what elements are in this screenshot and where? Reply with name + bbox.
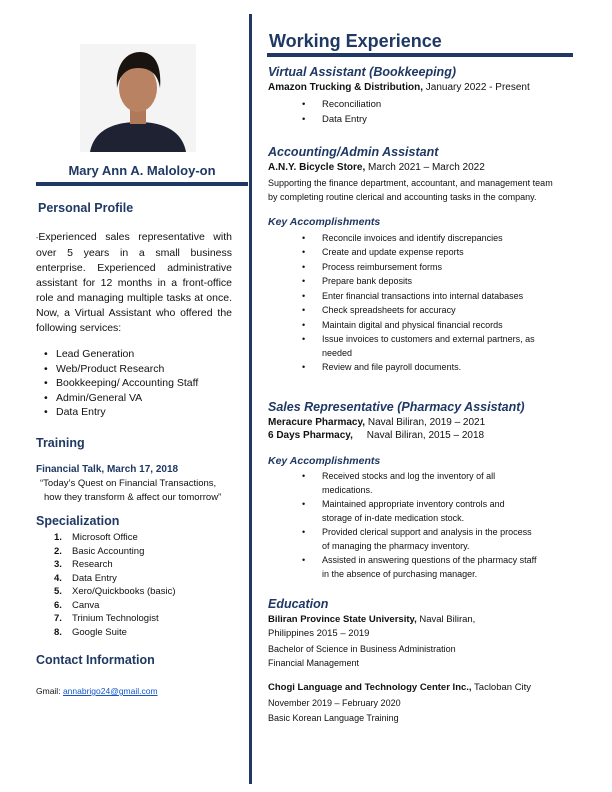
list-item: 3. Research bbox=[54, 559, 113, 570]
list-item: 8. Google Suite bbox=[54, 626, 127, 638]
list-item: • Reconciliation bbox=[302, 98, 573, 112]
list-item: 4. Data Entry bbox=[54, 572, 117, 584]
school-name: Biliran Province State University, bbox=[268, 613, 417, 625]
company: 6 Days Pharmacy, bbox=[268, 430, 353, 441]
company: Meracure Pharmacy, bbox=[268, 416, 366, 428]
major: Financial Management bbox=[268, 658, 360, 668]
list-item: • Lead Generation bbox=[44, 347, 198, 362]
job-accounting-assistant bbox=[268, 146, 573, 376]
school-name: Chogi Language and Technology Center Inc., bbox=[268, 681, 472, 693]
school-location: Philippines 2015 – 2019 bbox=[268, 628, 370, 639]
experience-heading: Working Experience bbox=[269, 31, 442, 51]
list-item: • Data Entry bbox=[302, 113, 573, 127]
list-item: • Data Entry bbox=[44, 405, 198, 420]
profile-summary-text: Experienced sales representative with over 5 years in a small business enterprise. Experienced administrative assistant for 12 months in a front-office role and managing multiple tasks at once. Now, a Virtual Assistant who offered the following services: bbox=[36, 231, 232, 334]
training-line-2: how they transform & affect our tomorrow” bbox=[44, 492, 222, 503]
school-place: Naval Biliran, bbox=[419, 613, 476, 625]
degree: Bachelor of Science in Business Administration bbox=[268, 643, 456, 654]
company: Amazon Trucking & Distribution, bbox=[268, 81, 424, 93]
job-virtual-assistant bbox=[268, 66, 573, 128]
key-accomplishments-heading: Key Accomplishments bbox=[268, 216, 381, 228]
duties-list bbox=[302, 98, 573, 127]
services-list bbox=[44, 347, 198, 420]
education-section bbox=[268, 598, 573, 724]
candidate-name: Mary Ann A. Maloloy-on bbox=[68, 163, 216, 178]
job-title: Sales Representative (Pharmacy Assistant) bbox=[268, 400, 525, 414]
job-sales-representative bbox=[268, 401, 573, 582]
email-label: Gmail: bbox=[36, 686, 61, 696]
email-link[interactable]: annabrigo24@gmail.com bbox=[62, 686, 158, 696]
list-item: • Prepare bank deposits bbox=[302, 275, 557, 289]
list-item: • Maintained appropriate inventory controls and storage of in-date medication stock. bbox=[302, 498, 537, 525]
column-divider bbox=[249, 14, 252, 784]
dates: March 2021 – March 2022 bbox=[368, 161, 485, 173]
list-item: • Reconcile invoices and identify discrepancies bbox=[302, 232, 557, 246]
school-dates: November 2019 – February 2020 bbox=[268, 698, 401, 708]
specialization-heading: Specialization bbox=[36, 514, 120, 528]
list-item: • Enter financial transactions into internal databases bbox=[302, 290, 557, 304]
list-item: 5. Xero/Quickbooks (basic) bbox=[54, 586, 176, 597]
dates: January 2022 - Present bbox=[425, 81, 530, 93]
company: A.N.Y. Bicycle Store, bbox=[268, 161, 366, 173]
profile-summary: -Experienced sales representative with over 5 years in a small business enterprise. Experienced administrative assistant for 12 months in a front-office role and managing multiple tasks at once. Now, a Virtual Assistant who offered the following services: bbox=[36, 231, 232, 334]
list-item: • Web/Product Research bbox=[44, 362, 198, 377]
course: Basic Korean Language Training bbox=[268, 712, 399, 723]
personal-profile-heading: Personal Profile bbox=[38, 201, 134, 215]
name-divider bbox=[36, 182, 248, 186]
experience-divider bbox=[267, 53, 573, 57]
accomplishments-list bbox=[302, 232, 557, 375]
list-item: • Create and update expense reports bbox=[302, 246, 557, 260]
list-item: • Admin/General VA bbox=[44, 391, 198, 406]
list-item: • Process reimbursement forms bbox=[302, 261, 557, 275]
contact-email bbox=[36, 686, 158, 696]
list-item: • Review and file payroll documents. bbox=[302, 361, 557, 375]
list-item: • Provided clerical support and analysis in the process of managing the pharmacy inventory. bbox=[302, 526, 537, 553]
person-photo-icon bbox=[80, 44, 196, 152]
school-place: Tacloban City bbox=[474, 681, 532, 693]
job-title: Accounting/Admin Assistant bbox=[268, 145, 439, 159]
training-title: Financial Talk, March 17, 2018 bbox=[36, 464, 179, 475]
contact-heading: Contact Information bbox=[36, 653, 155, 667]
accomplishments-list bbox=[302, 470, 537, 581]
list-item: 6. Canva bbox=[54, 599, 100, 611]
list-item: • Check spreadsheets for accuracy bbox=[302, 304, 557, 318]
key-accomplishments-heading: Key Accomplishments bbox=[268, 454, 381, 467]
place: Naval Biliran, 2015 – 2018 bbox=[366, 430, 485, 441]
job-description: Supporting the finance department, accountant, and management team by completing routine clerical and accounting tasks in the company. bbox=[268, 178, 553, 202]
education-heading: Education bbox=[268, 597, 329, 611]
list-item: • Bookkeeping/ Accounting Staff bbox=[44, 376, 198, 391]
training-line-1: “Today’s Quest on Financial Transactions, bbox=[40, 478, 217, 489]
specialization-list bbox=[54, 531, 175, 639]
place: Naval Biliran, 2019 – 2021 bbox=[367, 416, 486, 428]
list-item: 2. Basic Accounting bbox=[54, 545, 145, 557]
list-item: • Issue invoices to customers and external partners, as needed bbox=[302, 333, 557, 360]
list-item: 7. Trinium Technologist bbox=[54, 613, 159, 624]
list-item: • Maintain digital and physical financial records bbox=[302, 319, 557, 333]
training-heading: Training bbox=[36, 436, 85, 450]
list-item: • Assisted in answering questions of the pharmacy staff in the absence of purchasing manager. bbox=[302, 554, 537, 581]
list-item: 1. Microsoft Office bbox=[54, 532, 138, 543]
profile-photo bbox=[80, 44, 196, 152]
list-item: • Received stocks and log the inventory of all medications. bbox=[302, 470, 537, 497]
job-title: Virtual Assistant (Bookkeeping) bbox=[268, 65, 456, 79]
